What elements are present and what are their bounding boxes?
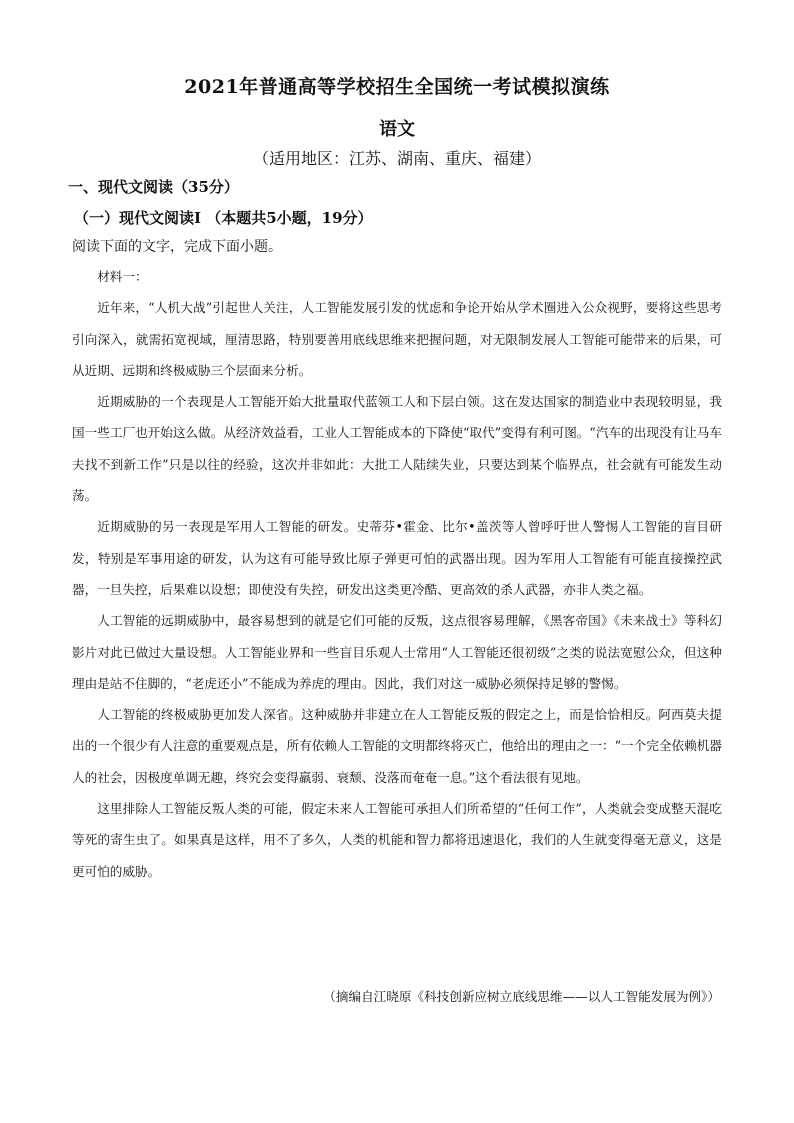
paragraph-3: 近期威胁的另一表现是军用人工智能的研发。史蒂芬•霍金、比尔•盖茨等人曾呼吁世人警惕人工智能的盲目研发，特别是军事用途的研发，认为这有可能导致比原子弹更可怕的武器出现。因为军用人工智能有可能直接操控武器，一旦失控，后果难以设想；即使没有失控，研发出这类更冷酷、更高效的杀人武器，亦非人类之福。	[72, 519, 722, 597]
paragraph-5: 人工智能的终极威胁更加发人深省。这种威胁并非建立在人工智能反叛的假定之上，而是恰恰相反。阿西莫夫提出的一个很少有人注意的重要观点是，所有依赖人工智能的文明都终将灭亡，他给出的理由之一：“一个完全依赖机器人的社会，因极度单调无趣，终究会变得羸弱、衰颓、没落而奄奄一息。”这个看法很有见地。	[72, 707, 722, 785]
subsection-heading: （一）现代文阅读Ⅰ （本题共5小题，19分）	[74, 209, 373, 227]
reading-instruction: 阅读下面的文字，完成下面小题。	[72, 239, 282, 255]
paragraph-6: 这里排除人工智能反叛人类的可能，假定未来人工智能可承担人们所希望的“任何工作”，人类就会变成整天混吃等死的寄生虫了。如果真是这样，用不了多久，人类的机能和智力都将迅速退化，我们的人生就变得毫无意义，这是更可怕的威胁。	[72, 801, 722, 879]
subject-title: 语文	[379, 119, 415, 140]
paragraph-1: 近年来，“人机大战”引起世人关注，人工智能发展引发的忧虑和争论开始从学术圈进入公众视野，要将这些思考引向深入，就需拓宽视域，厘清思路，特别要善用底线思维来把握问题，对无限制发展人工智能可能带来的后果，可从近期、远期和终极威胁三个层面来分析。	[72, 300, 722, 378]
section-heading: 一、现代文阅读（35分）	[68, 178, 239, 196]
paragraph-2: 近期威胁的一个表现是人工智能开始大批量取代蓝领工人和下层白领。这在发达国家的制造业中表现较明显，我国一些工厂也开始这么做。从经济效益看，工业人工智能成本的下降使“取代”变得有利可图。“汽车的出现没有让马车夫找不到新工作”只是以往的经验，这次并非如此：大批工人陆续失业，只要达到某个临界点，社会就有可能发生动荡。	[72, 394, 722, 504]
source-citation: （摘编自江晓原《科技创新应树立底线思维——以人工智能发展为例》）	[323, 989, 720, 1004]
reading-material	[72, 261, 722, 887]
applicable-regions: （适用地区：江苏、湖南、重庆、福建）	[252, 149, 541, 168]
exam-title: 2021年普通高等学校招生全国统一考试模拟演练	[184, 76, 610, 98]
paragraph-4: 人工智能的远期威胁中，最容易想到的就是它们可能的反叛，这点很容易理解，《黑客帝国》《未来战士》等科幻影片对此已做过大量设想。人工智能业界和一些盲目乐观人士常用“人工智能还很初级”之类的说法宽慰公众，但这种理由是站不住脚的，“老虎还小”不能成为养虎的理由。因此，我们对这一威胁必须保持足够的警惕。	[72, 613, 722, 691]
material-label: 材料一：	[97, 269, 148, 284]
